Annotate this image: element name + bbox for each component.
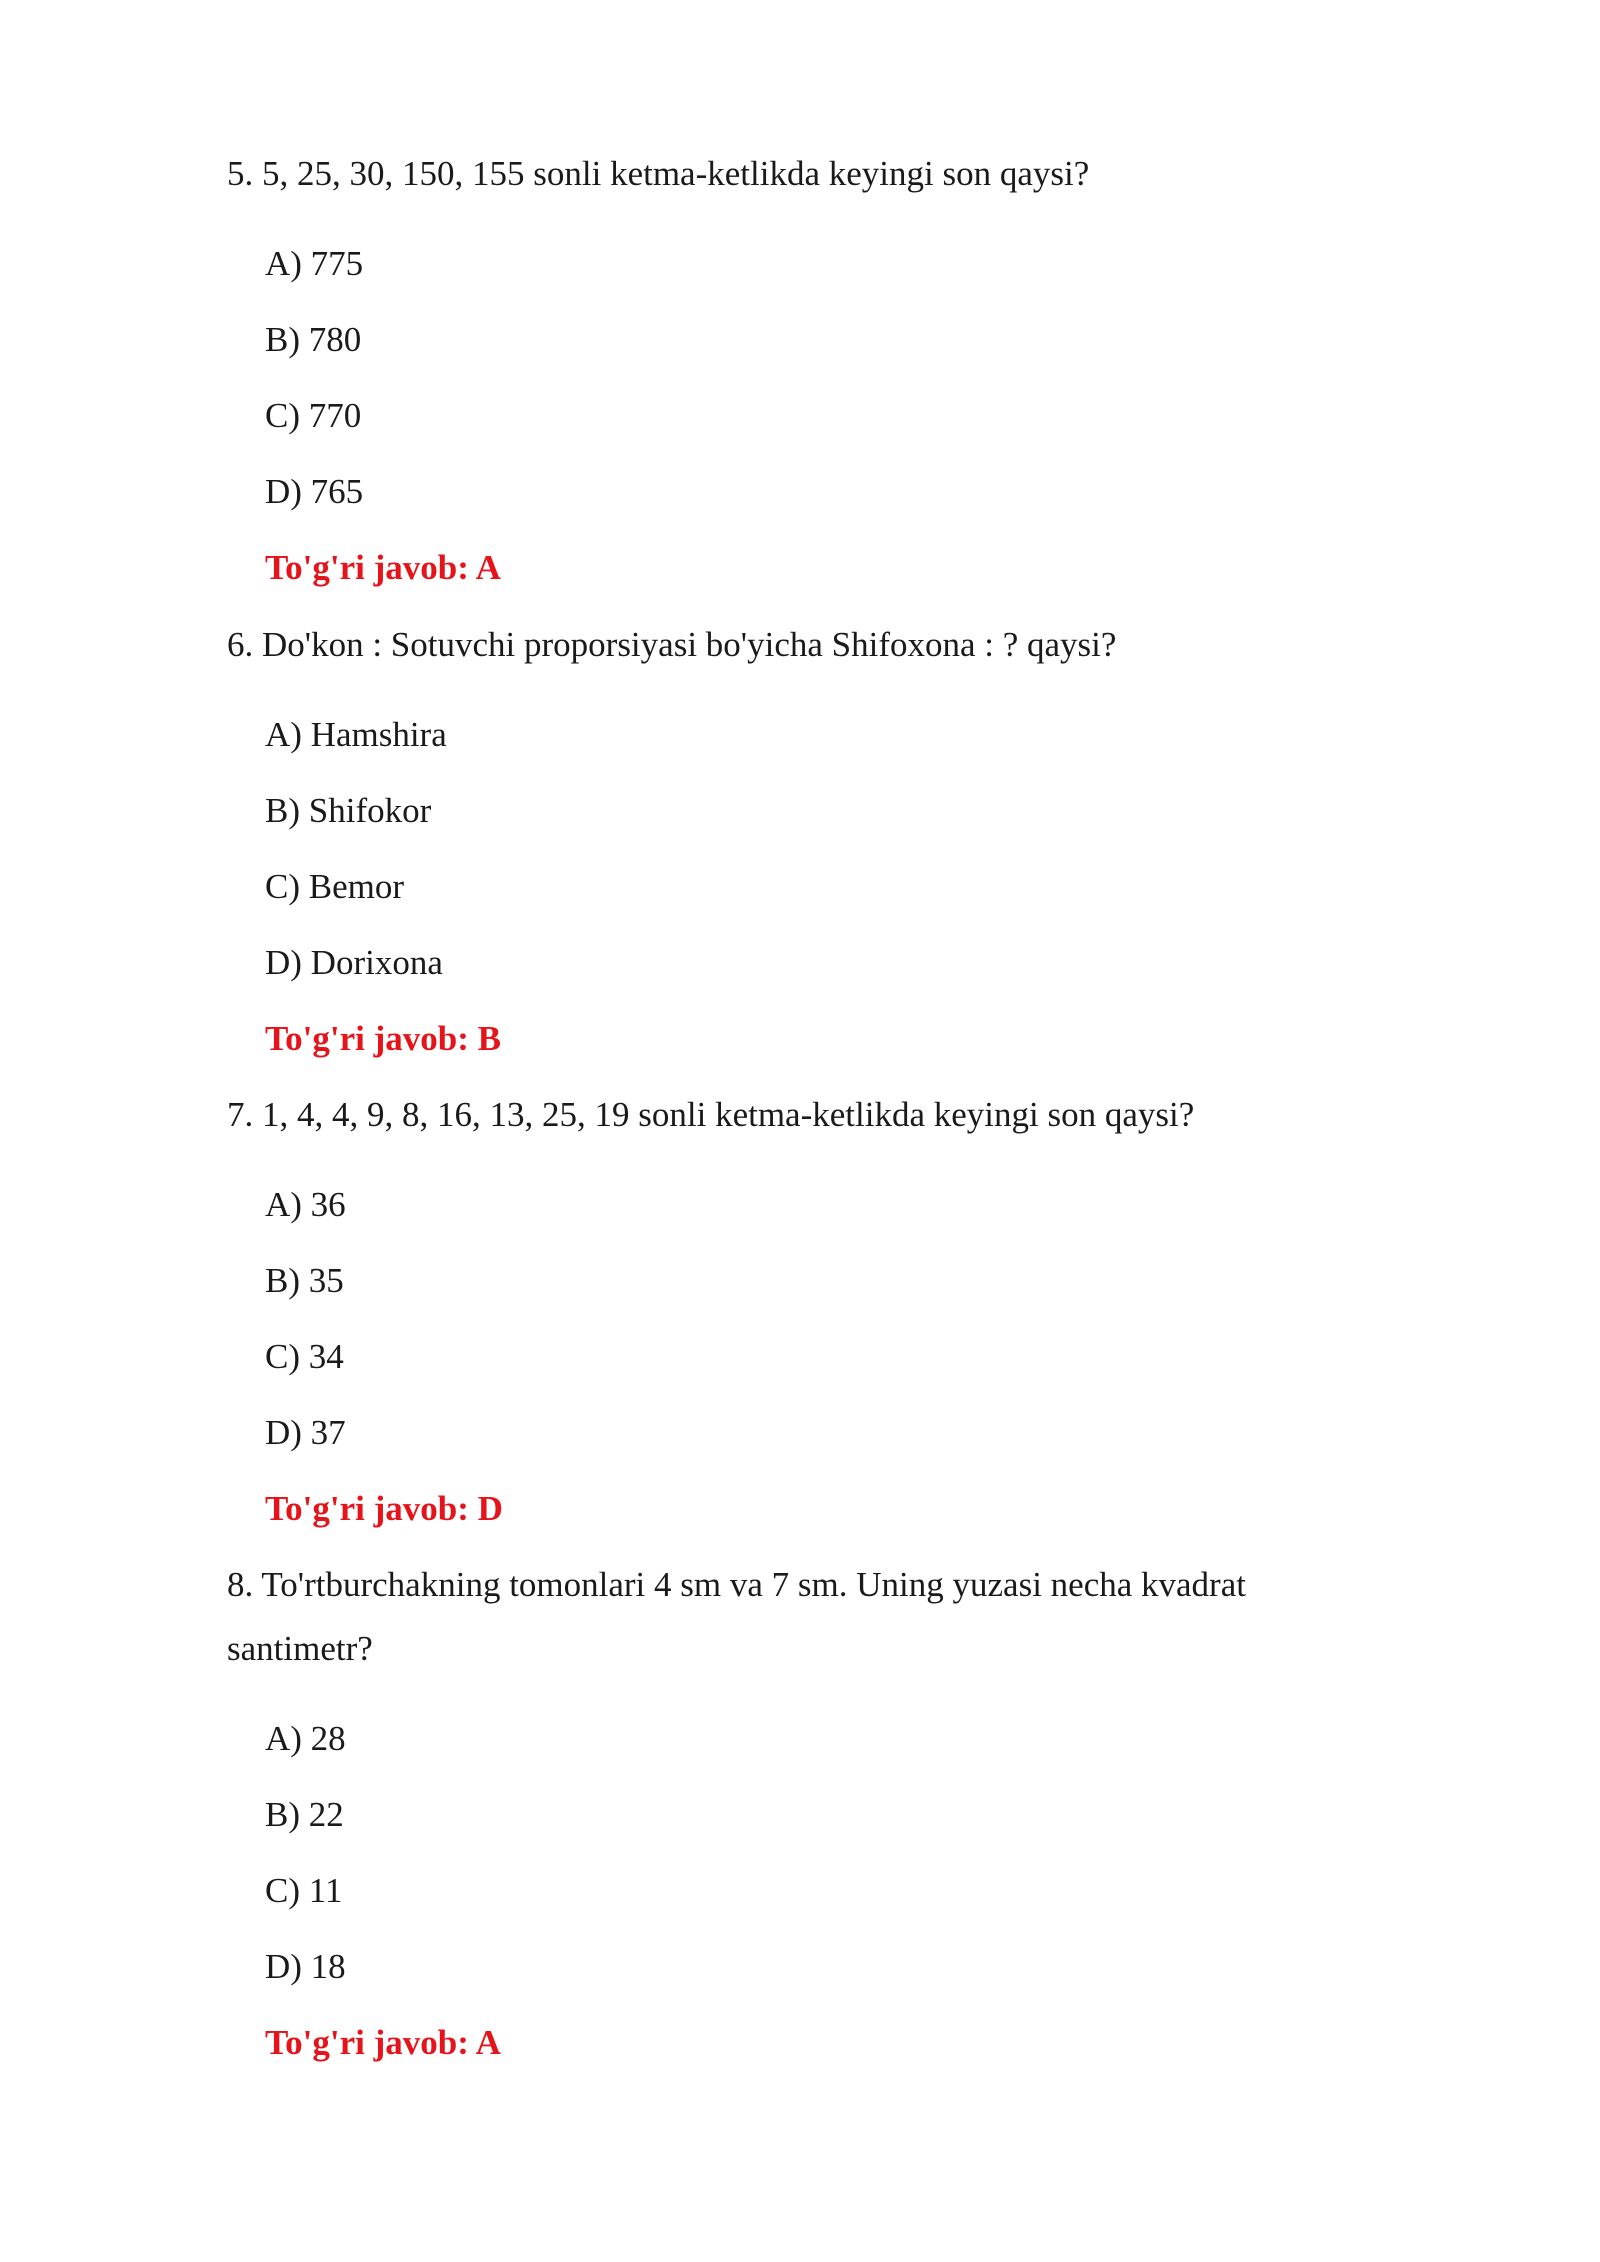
question-8-answer: To'g'ri javob: A	[265, 2023, 501, 2062]
question-8-text: 8. To'rtburchakning tomonlari 4 sm va 7 sm. Uning yuzasi necha kvadrat santimetr?	[227, 1565, 1246, 1668]
question-7-option-a: A) 36	[265, 1185, 346, 1224]
question-7-text: 7. 1, 4, 4, 9, 8, 16, 13, 25, 19 sonli ketma-ketlikda keyingi son qaysi?	[227, 1095, 1195, 1134]
question-7-option-d: D) 37	[265, 1413, 346, 1452]
question-6-text: 6. Do'kon : Sotuvchi proporsiyasi bo'yicha Shifoxona : ? qaysi?	[227, 625, 1117, 664]
question-8-option-b: B) 22	[265, 1795, 344, 1834]
question-6-answer: To'g'ri javob: B	[265, 1019, 501, 1058]
question-5-option-c: C) 770	[265, 396, 362, 435]
question-8-option-d: D) 18	[265, 1947, 346, 1986]
question-7-option-c: C) 34	[265, 1337, 344, 1376]
question-5-answer: To'g'ri javob: A	[265, 548, 501, 587]
question-6-option-a: A) Hamshira	[265, 715, 447, 754]
question-6-option-c: C) Bemor	[265, 867, 405, 906]
question-6-option-b: B) Shifokor	[265, 791, 432, 830]
question-8-option-c: C) 11	[265, 1871, 343, 1910]
question-6-option-d: D) Dorixona	[265, 943, 443, 982]
question-5-option-b: B) 780	[265, 320, 362, 359]
question-5-option-d: D) 765	[265, 472, 364, 511]
question-8-option-a: A) 28	[265, 1719, 346, 1758]
question-7-answer: To'g'ri javob: D	[265, 1489, 503, 1528]
question-7-option-b: B) 35	[265, 1261, 344, 1300]
question-5-option-a: A) 775	[265, 244, 364, 283]
question-5-text: 5. 5, 25, 30, 150, 155 sonli ketma-ketlikda keyingi son qaysi?	[227, 154, 1090, 193]
